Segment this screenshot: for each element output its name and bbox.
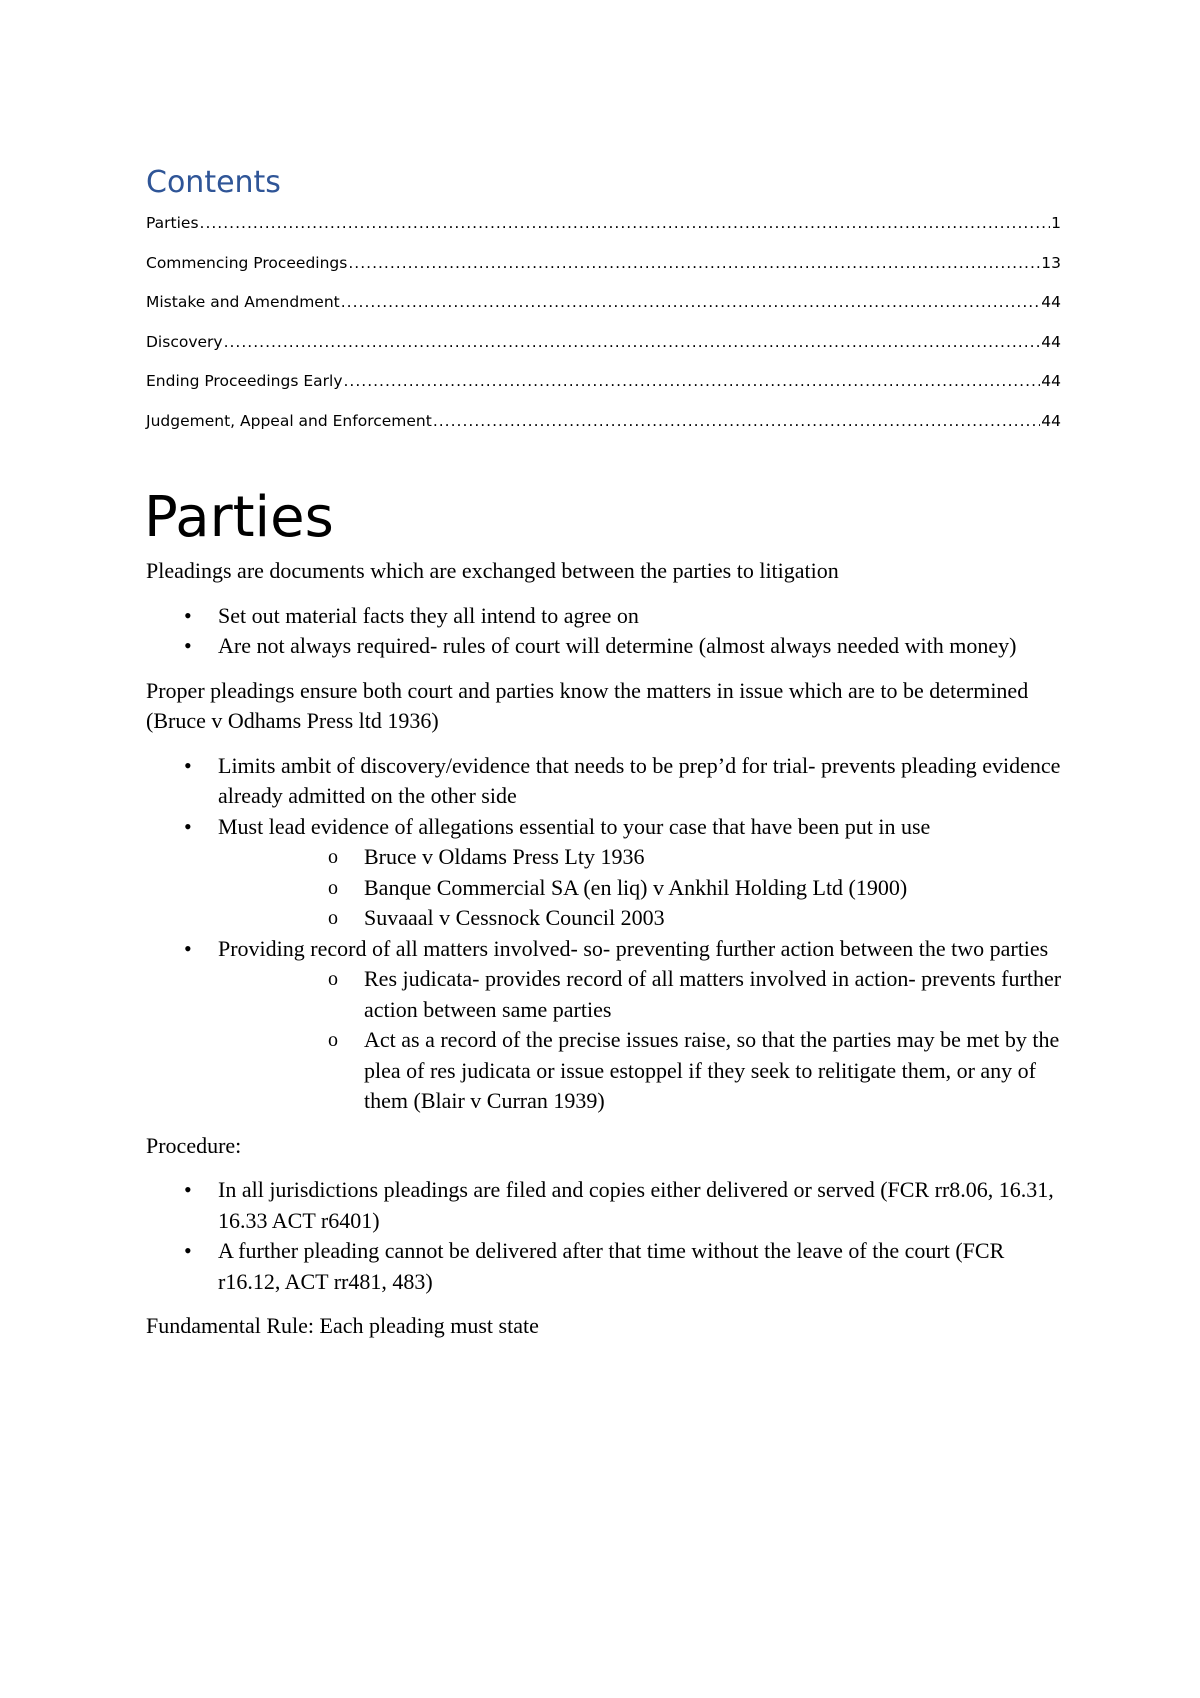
sub-list-item [218,842,1066,873]
section-body [146,556,1066,1356]
sub-list-item-text: Act as a record of the precise issues raise, so that the parties may be met by the plea of res judicata or issue estoppel if they seek to relitigate them, or any of them (Blair v Curran 1939) [364,1027,1060,1113]
table-of-contents [146,214,1061,452]
toc-entry[interactable] [146,412,1061,452]
toc-entry-title[interactable]: Discovery [146,332,223,351]
sub-bullet-icon: o [328,907,338,929]
toc-entry[interactable] [146,372,1061,412]
list-item-text: Providing record of all matters involved- so- preventing further action between the two parties [218,935,1049,961]
list-item-text: Are not always required- rules of court will determine (almost always needed with money) [218,633,1017,658]
toc-leader [200,214,1051,232]
bullet-icon: • [184,1177,192,1202]
sub-bullet-icon: o [328,876,338,899]
sub-list-item [218,873,1066,904]
toc-entry-page: 13 [1041,253,1061,272]
toc-entry-title[interactable]: Mistake and Amendment [146,293,340,312]
section-heading: Parties [144,485,334,550]
toc-leader [433,412,1040,430]
procedure-bullet-list [146,1175,1066,1297]
list-item-text: Must lead evidence of allegations essential to your case that have been put in use [218,813,931,839]
sub-list-item-text: Res judicata- provides record of all matters involved in action- prevents further action between same parties [364,966,1062,1022]
toc-entry-title[interactable]: Judgement, Appeal and Enforcement [146,411,432,430]
list-item-text: In all jurisdictions pleadings are filed and copies either delivered or served (FCR rr8.06, 16.31, 16.33 ACT r6401) [218,1177,1054,1233]
sub-list-item-text: Suvaaal v Cessnock Council 2003 [364,905,665,930]
proper-bullet-list [146,751,1066,1117]
toc-leader [224,333,1041,351]
intro-bullet-list [146,601,1066,662]
list-item-text: Set out material facts they all intend to agree on [218,602,639,628]
toc-leader [344,372,1041,390]
list-item [146,601,1066,632]
list-item [146,1236,1066,1297]
sub-list-item [218,1025,1066,1117]
bullet-icon: • [184,1238,192,1263]
bullet-icon: • [184,935,192,961]
list-item [146,631,1066,662]
toc-leader [341,293,1041,311]
bullet-icon: • [184,602,192,628]
list-item [146,751,1066,812]
bullet-icon: • [184,752,192,778]
sub-list-item-text: Banque Commercial SA (en liq) v Ankhil Holding Ltd (1900) [364,874,908,900]
proper-pleadings-paragraph: Proper pleadings ensure both court and parties know the matters in issue which are to be determined (Bruce v Odhams Press ltd 1936) [146,677,1029,733]
sub-list-item [218,903,1066,934]
bullet-icon: • [184,813,192,839]
toc-entry[interactable] [146,254,1061,294]
toc-entry-page: 44 [1041,293,1061,312]
toc-entry-page: 44 [1041,411,1061,430]
toc-entry-page: 44 [1041,372,1061,391]
sub-list-item [218,964,1066,1025]
sub-bullet-icon: o [328,968,338,990]
sub-list-item-text: Bruce v Oldams Press Lty 1936 [364,844,645,869]
sub-bullet-list [218,842,1066,934]
toc-heading: Contents [146,165,281,200]
toc-entry[interactable] [146,333,1061,373]
intro-paragraph: Pleadings are documents which are exchanged between the parties to litigation [146,558,839,583]
sub-bullet-icon: o [328,1029,338,1051]
list-item-text: Limits ambit of discovery/evidence that needs to be prep’d for trial- prevents pleading evidence already admitted on the other side [218,752,1061,808]
fundamental-rule-paragraph: Fundamental Rule: Each pleading must state [146,1313,539,1338]
toc-entry-page: 44 [1041,332,1061,351]
toc-entry-page: 1 [1051,214,1061,232]
list-item-text: A further pleading cannot be delivered after that time without the leave of the court (FCR r16.12, ACT rr481, 483) [218,1238,1005,1294]
toc-entry[interactable] [146,214,1061,254]
list-item [146,934,1066,1117]
list-item [146,812,1066,934]
toc-entry-title[interactable]: Ending Proceedings Early [146,372,343,391]
sub-bullet-icon: o [328,846,338,868]
sub-bullet-list [218,964,1066,1117]
toc-entry[interactable] [146,293,1061,333]
procedure-label: Procedure: [146,1132,242,1158]
toc-entry-title[interactable]: Parties [146,214,199,232]
list-item [146,1175,1066,1236]
toc-leader [348,254,1040,272]
toc-entry-title[interactable]: Commencing Proceedings [146,253,348,272]
bullet-icon: • [184,633,192,658]
